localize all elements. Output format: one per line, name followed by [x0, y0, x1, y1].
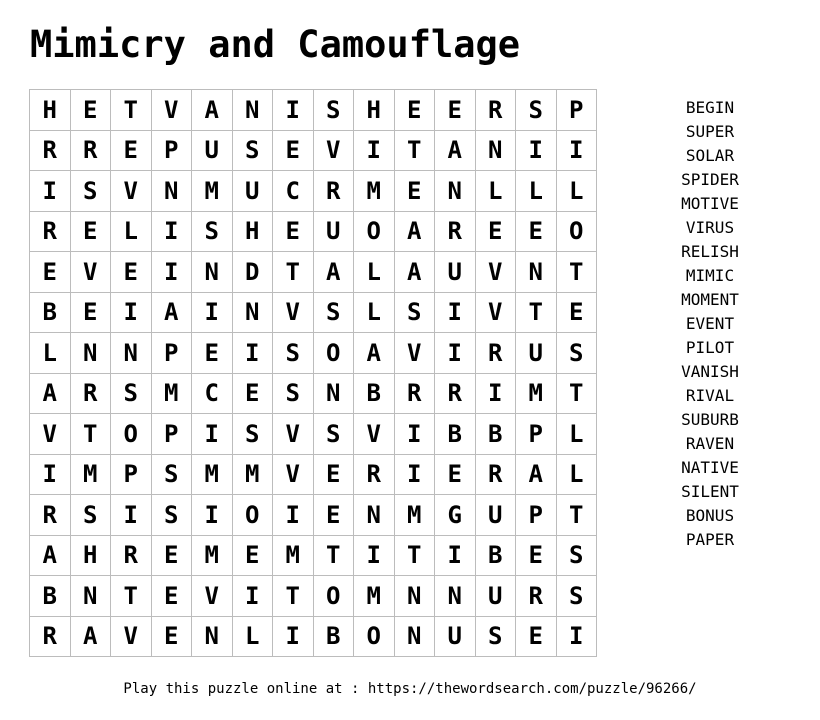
grid-row: [30, 252, 597, 293]
grid-cell: U: [475, 576, 516, 617]
grid-cell: N: [232, 292, 273, 333]
word-list-item: MOMENT: [681, 290, 739, 309]
grid-cell: C: [192, 373, 233, 414]
grid-cell: S: [151, 454, 192, 495]
grid-cell: I: [192, 414, 233, 455]
grid-cell: L: [556, 454, 597, 495]
grid-cell: P: [151, 130, 192, 171]
grid-cell: T: [394, 130, 435, 171]
grid-cell: V: [192, 576, 233, 617]
grid-cell: M: [394, 495, 435, 536]
grid-cell: H: [232, 211, 273, 252]
grid-cell: O: [232, 495, 273, 536]
word-list-item: SILENT: [681, 482, 739, 501]
grid-row: [30, 171, 597, 212]
grid-cell: S: [111, 373, 152, 414]
grid-cell: S: [273, 373, 314, 414]
grid-cell: S: [516, 90, 557, 131]
grid-cell: V: [273, 454, 314, 495]
grid-cell: M: [151, 373, 192, 414]
grid-cell: A: [354, 333, 395, 374]
grid-cell: N: [475, 130, 516, 171]
grid-cell: V: [273, 292, 314, 333]
grid-cell: O: [556, 211, 597, 252]
word-list-item: RELISH: [681, 242, 739, 261]
grid-cell: B: [313, 616, 354, 657]
grid-row: [30, 616, 597, 657]
grid-cell: R: [394, 373, 435, 414]
grid-cell: I: [273, 90, 314, 131]
grid-cell: I: [111, 292, 152, 333]
word-list-item: EVENT: [685, 314, 735, 333]
grid-cell: I: [516, 130, 557, 171]
grid-cell: N: [516, 252, 557, 293]
grid-cell: S: [556, 333, 597, 374]
grid-cell: R: [435, 373, 476, 414]
grid-cell: S: [232, 130, 273, 171]
word-list-item: SUBURB: [681, 410, 739, 429]
grid-cell: M: [516, 373, 557, 414]
grid-cell: V: [70, 252, 111, 293]
grid-cell: N: [435, 576, 476, 617]
grid-cell: S: [70, 171, 111, 212]
grid-cell: I: [354, 130, 395, 171]
grid-cell: E: [151, 616, 192, 657]
word-list-item: BONUS: [685, 506, 735, 525]
grid-cell: R: [313, 171, 354, 212]
grid-cell: N: [232, 90, 273, 131]
grid-cell: V: [354, 414, 395, 455]
grid-cell: M: [192, 535, 233, 576]
grid-cell: O: [111, 414, 152, 455]
grid-cell: U: [313, 211, 354, 252]
grid-cell: E: [70, 292, 111, 333]
grid-cell: T: [556, 252, 597, 293]
grid-cell: L: [232, 616, 273, 657]
grid-cell: M: [354, 576, 395, 617]
grid-row: [30, 414, 597, 455]
grid-cell: H: [70, 535, 111, 576]
grid-cell: A: [313, 252, 354, 293]
grid-cell: V: [475, 292, 516, 333]
grid-cell: I: [192, 292, 233, 333]
word-list-item: NATIVE: [681, 458, 739, 477]
grid-cell: R: [30, 130, 71, 171]
grid-cell: B: [435, 414, 476, 455]
grid-cell: E: [394, 90, 435, 131]
grid-cell: S: [273, 333, 314, 374]
grid-cell: V: [273, 414, 314, 455]
grid-cell: A: [394, 252, 435, 293]
grid-cell: P: [151, 333, 192, 374]
word-list-item: PILOT: [685, 338, 735, 357]
grid-cell: S: [192, 211, 233, 252]
grid-cell: T: [273, 252, 314, 293]
grid-cell: M: [192, 171, 233, 212]
grid-cell: I: [273, 616, 314, 657]
grid-cell: L: [556, 171, 597, 212]
grid-cell: R: [354, 454, 395, 495]
grid-cell: E: [475, 211, 516, 252]
grid-cell: P: [111, 454, 152, 495]
grid-cell: N: [192, 252, 233, 293]
grid-cell: R: [435, 211, 476, 252]
grid-cell: A: [30, 535, 71, 576]
grid-cell: P: [556, 90, 597, 131]
grid-cell: U: [192, 130, 233, 171]
grid-cell: I: [30, 454, 71, 495]
grid-cell: R: [30, 495, 71, 536]
grid-cell: B: [354, 373, 395, 414]
grid-cell: I: [394, 454, 435, 495]
grid-cell: I: [232, 333, 273, 374]
word-list-item: PAPER: [685, 530, 735, 549]
grid-cell: L: [354, 292, 395, 333]
grid-cell: P: [151, 414, 192, 455]
grid-cell: I: [475, 373, 516, 414]
grid-cell: S: [70, 495, 111, 536]
grid-cell: T: [394, 535, 435, 576]
grid-cell: E: [151, 535, 192, 576]
word-list-item: RAVEN: [685, 434, 735, 453]
letter-grid-body: [30, 90, 597, 657]
grid-cell: L: [111, 211, 152, 252]
grid-cell: O: [313, 576, 354, 617]
word-list-item: RIVAL: [685, 386, 735, 405]
grid-cell: E: [30, 252, 71, 293]
grid-cell: N: [111, 333, 152, 374]
grid-cell: M: [192, 454, 233, 495]
grid-cell: I: [354, 535, 395, 576]
word-list-item: BEGIN: [685, 98, 735, 117]
grid-cell: V: [30, 414, 71, 455]
grid-cell: N: [435, 171, 476, 212]
grid-cell: I: [111, 495, 152, 536]
grid-cell: N: [394, 576, 435, 617]
grid-cell: N: [192, 616, 233, 657]
grid-cell: E: [313, 495, 354, 536]
grid-cell: T: [70, 414, 111, 455]
grid-cell: E: [516, 616, 557, 657]
grid-row: [30, 495, 597, 536]
grid-cell: U: [435, 252, 476, 293]
grid-cell: E: [394, 171, 435, 212]
word-list-item: VANISH: [681, 362, 739, 381]
grid-row: [30, 292, 597, 333]
grid-row: [30, 130, 597, 171]
grid-cell: A: [516, 454, 557, 495]
grid-cell: E: [556, 292, 597, 333]
grid-cell: E: [70, 211, 111, 252]
grid-cell: B: [475, 535, 516, 576]
grid-cell: S: [151, 495, 192, 536]
word-list-item: MOTIVE: [681, 194, 739, 213]
grid-cell: M: [232, 454, 273, 495]
grid-cell: E: [435, 90, 476, 131]
grid-cell: I: [151, 252, 192, 293]
grid-cell: S: [313, 90, 354, 131]
grid-cell: E: [111, 252, 152, 293]
word-list: [650, 96, 770, 552]
grid-cell: E: [313, 454, 354, 495]
grid-cell: E: [232, 535, 273, 576]
grid-cell: H: [354, 90, 395, 131]
grid-cell: U: [232, 171, 273, 212]
grid-cell: N: [70, 333, 111, 374]
grid-cell: U: [435, 616, 476, 657]
grid-cell: I: [435, 292, 476, 333]
grid-cell: T: [556, 495, 597, 536]
grid-cell: U: [475, 495, 516, 536]
grid-cell: T: [313, 535, 354, 576]
grid-cell: E: [192, 333, 233, 374]
grid-cell: V: [111, 616, 152, 657]
grid-cell: S: [556, 535, 597, 576]
grid-cell: T: [111, 576, 152, 617]
grid-cell: T: [556, 373, 597, 414]
grid-cell: V: [151, 90, 192, 131]
grid-cell: S: [556, 576, 597, 617]
grid-cell: E: [273, 211, 314, 252]
grid-cell: I: [435, 333, 476, 374]
letter-grid: [29, 89, 597, 657]
grid-cell: L: [354, 252, 395, 293]
grid-cell: I: [556, 616, 597, 657]
grid-cell: E: [111, 130, 152, 171]
grid-cell: B: [30, 292, 71, 333]
puzzle-link-text: Play this puzzle online at : https://thewordsearch.com/puzzle/96266/: [123, 681, 697, 697]
word-list-item: SOLAR: [685, 146, 735, 165]
grid-cell: S: [313, 292, 354, 333]
grid-cell: I: [192, 495, 233, 536]
grid-cell: R: [475, 333, 516, 374]
grid-cell: V: [475, 252, 516, 293]
grid-cell: S: [232, 414, 273, 455]
grid-cell: T: [273, 576, 314, 617]
grid-cell: T: [111, 90, 152, 131]
grid-cell: M: [273, 535, 314, 576]
grid-cell: N: [70, 576, 111, 617]
grid-cell: A: [394, 211, 435, 252]
grid-cell: A: [435, 130, 476, 171]
grid-cell: R: [70, 130, 111, 171]
grid-cell: M: [70, 454, 111, 495]
grid-cell: R: [111, 535, 152, 576]
grid-cell: I: [273, 495, 314, 536]
grid-cell: D: [232, 252, 273, 293]
grid-row: [30, 535, 597, 576]
grid-cell: O: [354, 616, 395, 657]
grid-cell: P: [516, 414, 557, 455]
grid-cell: O: [313, 333, 354, 374]
grid-cell: B: [475, 414, 516, 455]
grid-cell: R: [30, 616, 71, 657]
grid-cell: I: [556, 130, 597, 171]
grid-cell: E: [232, 373, 273, 414]
grid-cell: C: [273, 171, 314, 212]
grid-cell: N: [313, 373, 354, 414]
grid-cell: V: [111, 171, 152, 212]
grid-cell: O: [354, 211, 395, 252]
grid-cell: I: [435, 535, 476, 576]
grid-cell: H: [30, 90, 71, 131]
grid-row: [30, 333, 597, 374]
grid-cell: E: [516, 211, 557, 252]
grid-cell: N: [151, 171, 192, 212]
grid-cell: L: [516, 171, 557, 212]
grid-cell: E: [435, 454, 476, 495]
grid-row: [30, 454, 597, 495]
grid-cell: I: [30, 171, 71, 212]
page-title: Mimicry and Camouflage: [30, 23, 521, 66]
grid-row: [30, 576, 597, 617]
word-list-item: VIRUS: [685, 218, 735, 237]
grid-cell: S: [475, 616, 516, 657]
grid-cell: A: [151, 292, 192, 333]
grid-cell: E: [516, 535, 557, 576]
grid-row: [30, 373, 597, 414]
grid-cell: L: [556, 414, 597, 455]
grid-cell: R: [475, 454, 516, 495]
grid-cell: A: [70, 616, 111, 657]
grid-cell: I: [151, 211, 192, 252]
grid-cell: E: [70, 90, 111, 131]
grid-cell: A: [30, 373, 71, 414]
grid-cell: E: [273, 130, 314, 171]
grid-cell: E: [151, 576, 192, 617]
grid-cell: R: [516, 576, 557, 617]
grid-cell: S: [313, 414, 354, 455]
grid-cell: A: [192, 90, 233, 131]
grid-cell: T: [516, 292, 557, 333]
word-list-item: SPIDER: [681, 170, 739, 189]
grid-cell: N: [394, 616, 435, 657]
grid-cell: R: [70, 373, 111, 414]
grid-cell: I: [394, 414, 435, 455]
grid-cell: N: [354, 495, 395, 536]
grid-cell: U: [516, 333, 557, 374]
grid-cell: R: [30, 211, 71, 252]
grid-cell: M: [354, 171, 395, 212]
grid-cell: G: [435, 495, 476, 536]
grid-cell: P: [516, 495, 557, 536]
grid-cell: V: [313, 130, 354, 171]
grid-row: [30, 211, 597, 252]
grid-row: [30, 90, 597, 131]
grid-cell: V: [394, 333, 435, 374]
grid-cell: S: [394, 292, 435, 333]
word-list-item: SUPER: [685, 122, 735, 141]
word-list-item: MIMIC: [685, 266, 735, 285]
grid-cell: I: [232, 576, 273, 617]
grid-cell: L: [475, 171, 516, 212]
grid-cell: L: [30, 333, 71, 374]
grid-cell: B: [30, 576, 71, 617]
grid-cell: R: [475, 90, 516, 131]
